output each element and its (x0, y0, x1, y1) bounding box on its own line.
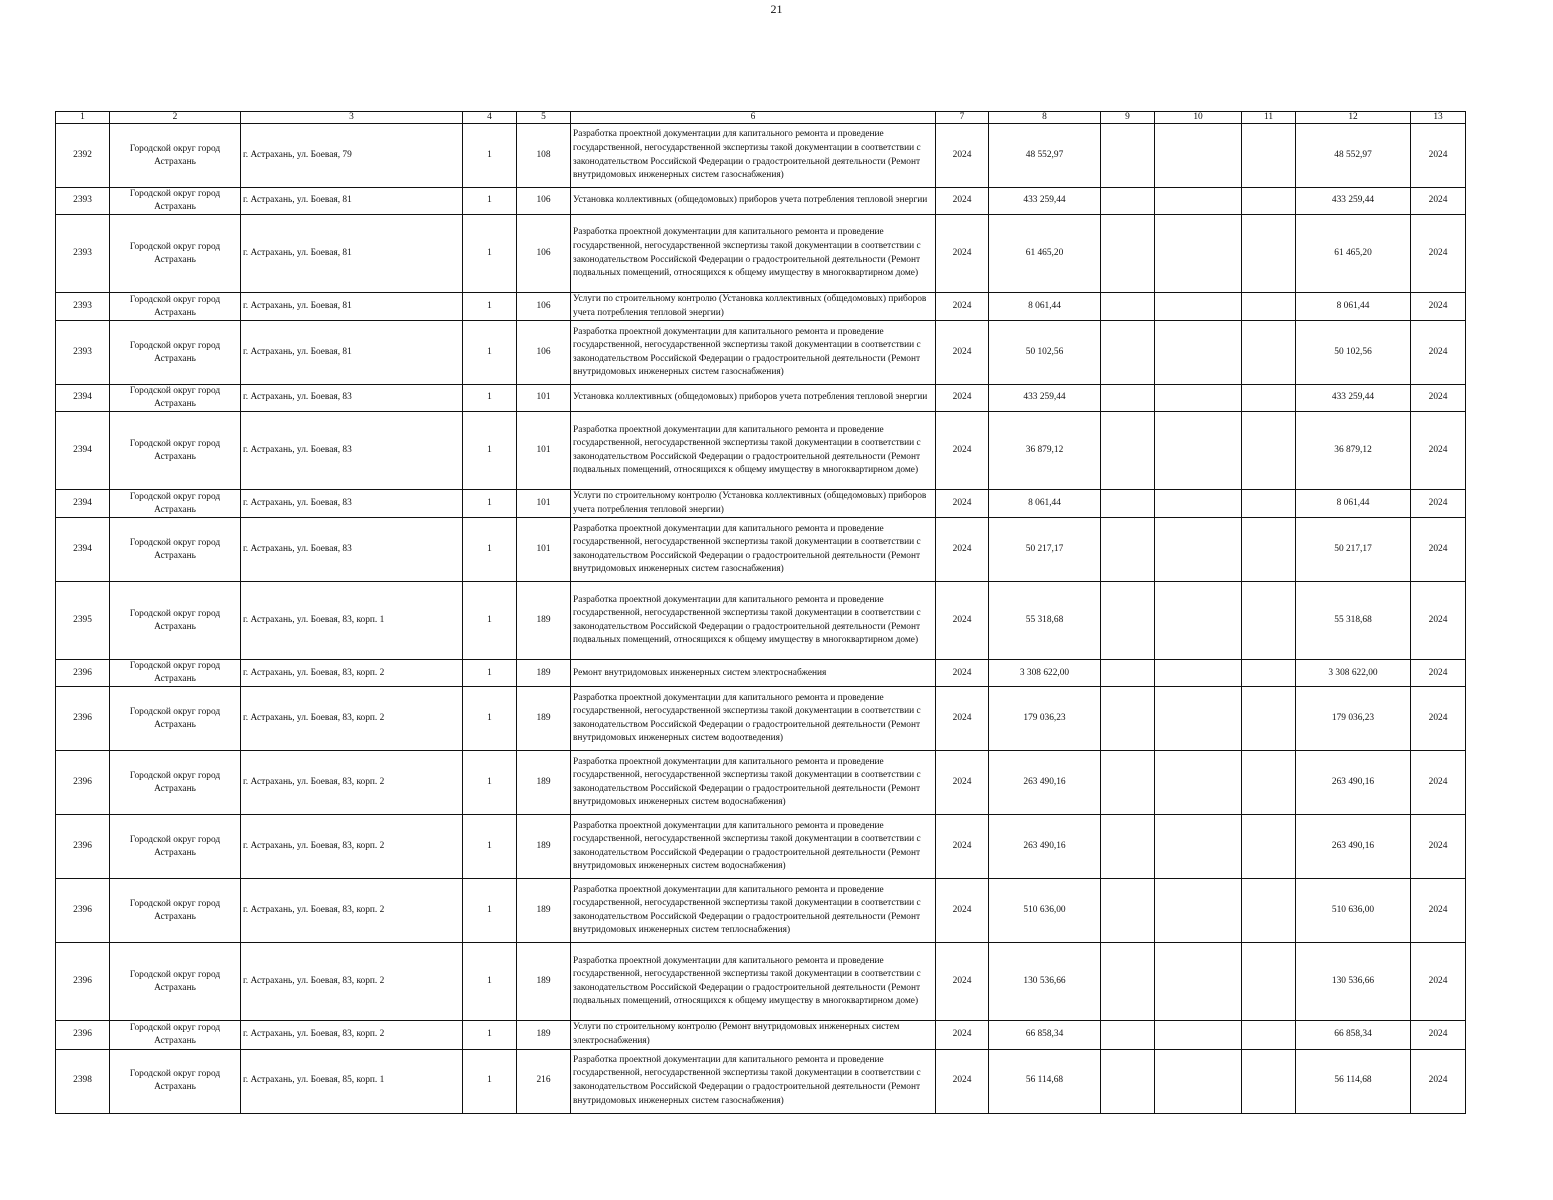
column-number: 2 (110, 112, 241, 124)
col9-cell (1101, 188, 1155, 215)
work-description-cell: Разработка проектной документации для капитального ремонта и проведение государственной, негосударственной экспертизы такой документации в соответствии с законодательством Российской Федерации о градостроительной деятельности (Ремонт внутридомовых инженерных систем водоотведения) (571, 687, 936, 751)
work-description-cell: Разработка проектной документации для капитального ремонта и проведение государственной, негосударственной экспертизы такой документации в соответствии с законодательством Российской Федерации о градостроительной деятельности (Ремонт внутридомовых инженерных систем газоснабжения) (571, 124, 936, 188)
table-row (56, 215, 1466, 293)
col9-cell (1101, 385, 1155, 412)
fund-amount-cell: 179 036,23 (1296, 687, 1411, 751)
col10-cell (1155, 490, 1242, 518)
table-row (56, 188, 1466, 215)
municipality-cell: Городской округ город Астрахань (110, 943, 241, 1021)
col9-cell (1101, 879, 1155, 943)
row-number-cell: 2392 (56, 124, 110, 188)
total-cost-cell: 48 552,97 (989, 124, 1101, 188)
col9-cell (1101, 1021, 1155, 1049)
code-cell: 106 (517, 293, 571, 321)
work-description-cell: Разработка проектной документации для капитального ремонта и проведение государственной, негосударственной экспертизы такой документации в соответствии с законодательством Российской Федерации о градостроительной деятельности (Ремонт внутридомовых инженерных систем газоснабжения) (571, 321, 936, 385)
col11-cell (1242, 751, 1296, 815)
fund-amount-cell: 130 536,66 (1296, 943, 1411, 1021)
code-cell: 101 (517, 490, 571, 518)
col11-cell (1242, 215, 1296, 293)
completion-year-cell: 2024 (1411, 879, 1466, 943)
column-number: 13 (1411, 112, 1466, 124)
total-cost-cell: 3 308 622,00 (989, 660, 1101, 687)
completion-year-cell: 2024 (1411, 124, 1466, 188)
count-cell: 1 (463, 751, 517, 815)
row-number-cell: 2396 (56, 943, 110, 1021)
completion-year-cell: 2024 (1411, 1021, 1466, 1049)
count-cell: 1 (463, 321, 517, 385)
col11-cell (1242, 1049, 1296, 1113)
col10-cell (1155, 215, 1242, 293)
row-number-cell: 2393 (56, 293, 110, 321)
year-cell: 2024 (936, 582, 989, 660)
work-description-cell: Разработка проектной документации для капитального ремонта и проведение государственной, негосударственной экспертизы такой документации в соответствии с законодательством Российской Федерации о градостроительной деятельности (Ремонт подвальных помещений, относящихся к общему имуществу в многоквартирном доме) (571, 943, 936, 1021)
table-row (56, 518, 1466, 582)
total-cost-cell: 510 636,00 (989, 879, 1101, 943)
work-description-cell: Разработка проектной документации для капитального ремонта и проведение государственной, негосударственной экспертизы такой документации в соответствии с законодательством Российской Федерации о градостроительной деятельности (Ремонт внутридомовых инженерных систем водоснабжения) (571, 751, 936, 815)
address-cell: г. Астрахань, ул. Боевая, 83, корп. 2 (241, 751, 463, 815)
count-cell: 1 (463, 1021, 517, 1049)
municipality-cell: Городской округ город Астрахань (110, 412, 241, 490)
code-cell: 106 (517, 321, 571, 385)
row-number-cell: 2393 (56, 188, 110, 215)
address-cell: г. Астрахань, ул. Боевая, 83 (241, 490, 463, 518)
completion-year-cell: 2024 (1411, 490, 1466, 518)
row-number-cell: 2395 (56, 582, 110, 660)
work-description-cell: Ремонт внутридомовых инженерных систем электроснабжения (571, 660, 936, 687)
fund-amount-cell: 433 259,44 (1296, 385, 1411, 412)
year-cell: 2024 (936, 385, 989, 412)
table-row (56, 321, 1466, 385)
fund-amount-cell: 66 858,34 (1296, 1021, 1411, 1049)
row-number-cell: 2393 (56, 321, 110, 385)
work-description-cell: Разработка проектной документации для капитального ремонта и проведение государственной, негосударственной экспертизы такой документации в соответствии с законодательством Российской Федерации о градостроительной деятельности (Ремонт внутридомовых инженерных систем водоснабжения) (571, 815, 936, 879)
fund-amount-cell: 48 552,97 (1296, 124, 1411, 188)
address-cell: г. Астрахань, ул. Боевая, 83 (241, 385, 463, 412)
col11-cell (1242, 815, 1296, 879)
col11-cell (1242, 124, 1296, 188)
count-cell: 1 (463, 215, 517, 293)
col9-cell (1101, 751, 1155, 815)
code-cell: 189 (517, 1021, 571, 1049)
col11-cell (1242, 188, 1296, 215)
municipality-cell: Городской округ город Астрахань (110, 215, 241, 293)
col10-cell (1155, 1021, 1242, 1049)
address-cell: г. Астрахань, ул. Боевая, 81 (241, 321, 463, 385)
col11-cell (1242, 879, 1296, 943)
col10-cell (1155, 293, 1242, 321)
col9-cell (1101, 687, 1155, 751)
count-cell: 1 (463, 943, 517, 1021)
completion-year-cell: 2024 (1411, 412, 1466, 490)
count-cell: 1 (463, 293, 517, 321)
page-number: 21 (770, 2, 783, 16)
year-cell: 2024 (936, 293, 989, 321)
table-row (56, 124, 1466, 188)
count-cell: 1 (463, 1049, 517, 1113)
address-cell: г. Астрахань, ул. Боевая, 83 (241, 412, 463, 490)
row-number-cell: 2396 (56, 687, 110, 751)
municipality-cell: Городской округ город Астрахань (110, 1021, 241, 1049)
col10-cell (1155, 124, 1242, 188)
row-number-cell: 2394 (56, 412, 110, 490)
work-description-cell: Услуги по строительному контролю (Установка коллективных (общедомовых) приборов учета потребления тепловой энергии) (571, 490, 936, 518)
col11-cell (1242, 660, 1296, 687)
fund-amount-cell: 56 114,68 (1296, 1049, 1411, 1113)
completion-year-cell: 2024 (1411, 1049, 1466, 1113)
completion-year-cell: 2024 (1411, 815, 1466, 879)
address-cell: г. Астрахань, ул. Боевая, 83, корп. 1 (241, 582, 463, 660)
row-number-cell: 2398 (56, 1049, 110, 1113)
address-cell: г. Астрахань, ул. Боевая, 83 (241, 518, 463, 582)
completion-year-cell: 2024 (1411, 188, 1466, 215)
row-number-cell: 2394 (56, 518, 110, 582)
fund-amount-cell: 55 318,68 (1296, 582, 1411, 660)
year-cell: 2024 (936, 1021, 989, 1049)
col10-cell (1155, 188, 1242, 215)
total-cost-cell: 36 879,12 (989, 412, 1101, 490)
table-row (56, 815, 1466, 879)
address-cell: г. Астрахань, ул. Боевая, 81 (241, 188, 463, 215)
table-row (56, 751, 1466, 815)
table-row (56, 660, 1466, 687)
column-number: 6 (571, 112, 936, 124)
col10-cell (1155, 385, 1242, 412)
col10-cell (1155, 321, 1242, 385)
col9-cell (1101, 1049, 1155, 1113)
total-cost-cell: 56 114,68 (989, 1049, 1101, 1113)
col9-cell (1101, 321, 1155, 385)
total-cost-cell: 179 036,23 (989, 687, 1101, 751)
col10-cell (1155, 751, 1242, 815)
col11-cell (1242, 385, 1296, 412)
municipality-cell: Городской округ город Астрахань (110, 815, 241, 879)
count-cell: 1 (463, 490, 517, 518)
table-row (56, 943, 1466, 1021)
col9-cell (1101, 412, 1155, 490)
column-number: 8 (989, 112, 1101, 124)
completion-year-cell: 2024 (1411, 385, 1466, 412)
count-cell: 1 (463, 687, 517, 751)
col9-cell (1101, 490, 1155, 518)
code-cell: 216 (517, 1049, 571, 1113)
fund-amount-cell: 3 308 622,00 (1296, 660, 1411, 687)
col10-cell (1155, 582, 1242, 660)
code-cell: 189 (517, 751, 571, 815)
count-cell: 1 (463, 412, 517, 490)
work-description-cell: Разработка проектной документации для капитального ремонта и проведение государственной, негосударственной экспертизы такой документации в соответствии с законодательством Российской Федерации о градостроительной деятельности (Ремонт подвальных помещений, относящихся к общему имуществу в многоквартирном доме) (571, 215, 936, 293)
code-cell: 101 (517, 412, 571, 490)
municipality-cell: Городской округ город Астрахань (110, 687, 241, 751)
count-cell: 1 (463, 188, 517, 215)
address-cell: г. Астрахань, ул. Боевая, 83, корп. 2 (241, 1021, 463, 1049)
address-cell: г. Астрахань, ул. Боевая, 79 (241, 124, 463, 188)
count-cell: 1 (463, 879, 517, 943)
completion-year-cell: 2024 (1411, 687, 1466, 751)
municipality-cell: Городской округ город Астрахань (110, 1049, 241, 1113)
total-cost-cell: 263 490,16 (989, 751, 1101, 815)
table-row (56, 412, 1466, 490)
column-number: 12 (1296, 112, 1411, 124)
fund-amount-cell: 50 217,17 (1296, 518, 1411, 582)
table-row (56, 582, 1466, 660)
municipality-cell: Городской округ город Астрахань (110, 518, 241, 582)
total-cost-cell: 50 102,56 (989, 321, 1101, 385)
col9-cell (1101, 215, 1155, 293)
address-cell: г. Астрахань, ул. Боевая, 83, корп. 2 (241, 815, 463, 879)
municipality-cell: Городской округ город Астрахань (110, 188, 241, 215)
municipality-cell: Городской округ город Астрахань (110, 490, 241, 518)
year-cell: 2024 (936, 687, 989, 751)
table-row (56, 385, 1466, 412)
table-row (56, 1021, 1466, 1049)
table-row (56, 879, 1466, 943)
address-cell: г. Астрахань, ул. Боевая, 83, корп. 2 (241, 687, 463, 751)
row-number-cell: 2396 (56, 879, 110, 943)
total-cost-cell: 8 061,44 (989, 293, 1101, 321)
row-number-cell: 2396 (56, 751, 110, 815)
col9-cell (1101, 943, 1155, 1021)
col11-cell (1242, 582, 1296, 660)
fund-amount-cell: 8 061,44 (1296, 293, 1411, 321)
row-number-cell: 2396 (56, 1021, 110, 1049)
completion-year-cell: 2024 (1411, 518, 1466, 582)
completion-year-cell: 2024 (1411, 293, 1466, 321)
year-cell: 2024 (936, 490, 989, 518)
fund-amount-cell: 8 061,44 (1296, 490, 1411, 518)
col9-cell (1101, 815, 1155, 879)
fund-amount-cell: 263 490,16 (1296, 815, 1411, 879)
year-cell: 2024 (936, 321, 989, 385)
year-cell: 2024 (936, 815, 989, 879)
year-cell: 2024 (936, 879, 989, 943)
code-cell: 189 (517, 687, 571, 751)
repair-program-table (55, 111, 1466, 1114)
total-cost-cell: 8 061,44 (989, 490, 1101, 518)
table-row (56, 490, 1466, 518)
table-row (56, 1049, 1466, 1113)
col9-cell (1101, 582, 1155, 660)
work-description-cell: Разработка проектной документации для капитального ремонта и проведение государственной, негосударственной экспертизы такой документации в соответствии с законодательством Российской Федерации о градостроительной деятельности (Ремонт внутридомовых инженерных систем теплоснабжения) (571, 879, 936, 943)
address-cell: г. Астрахань, ул. Боевая, 85, корп. 1 (241, 1049, 463, 1113)
work-description-cell: Разработка проектной документации для капитального ремонта и проведение государственной, негосударственной экспертизы такой документации в соответствии с законодательством Российской Федерации о градостроительной деятельности (Ремонт внутридомовых инженерных систем газоснабжения) (571, 518, 936, 582)
completion-year-cell: 2024 (1411, 660, 1466, 687)
col10-cell (1155, 518, 1242, 582)
col11-cell (1242, 518, 1296, 582)
column-number: 1 (56, 112, 110, 124)
year-cell: 2024 (936, 1049, 989, 1113)
column-number: 10 (1155, 112, 1242, 124)
municipality-cell: Городской округ город Астрахань (110, 293, 241, 321)
col10-cell (1155, 879, 1242, 943)
completion-year-cell: 2024 (1411, 751, 1466, 815)
total-cost-cell: 433 259,44 (989, 385, 1101, 412)
year-cell: 2024 (936, 660, 989, 687)
column-number: 7 (936, 112, 989, 124)
municipality-cell: Городской округ город Астрахань (110, 385, 241, 412)
col10-cell (1155, 687, 1242, 751)
count-cell: 1 (463, 124, 517, 188)
code-cell: 106 (517, 188, 571, 215)
table-body (56, 112, 1466, 1114)
municipality-cell: Городской округ город Астрахань (110, 124, 241, 188)
col9-cell (1101, 124, 1155, 188)
row-number-cell: 2396 (56, 815, 110, 879)
fund-amount-cell: 510 636,00 (1296, 879, 1411, 943)
address-cell: г. Астрахань, ул. Боевая, 81 (241, 293, 463, 321)
code-cell: 189 (517, 660, 571, 687)
col10-cell (1155, 660, 1242, 687)
year-cell: 2024 (936, 124, 989, 188)
col11-cell (1242, 293, 1296, 321)
work-description-cell: Разработка проектной документации для капитального ремонта и проведение государственной, негосударственной экспертизы такой документации в соответствии с законодательством Российской Федерации о градостроительной деятельности (Ремонт подвальных помещений, относящихся к общему имуществу в многоквартирном доме) (571, 412, 936, 490)
code-cell: 108 (517, 124, 571, 188)
code-cell: 189 (517, 815, 571, 879)
completion-year-cell: 2024 (1411, 215, 1466, 293)
column-number: 9 (1101, 112, 1155, 124)
code-cell: 189 (517, 582, 571, 660)
row-number-cell: 2394 (56, 490, 110, 518)
total-cost-cell: 55 318,68 (989, 582, 1101, 660)
total-cost-cell: 66 858,34 (989, 1021, 1101, 1049)
work-description-cell: Установка коллективных (общедомовых) приборов учета потребления тепловой энергии (571, 385, 936, 412)
col11-cell (1242, 687, 1296, 751)
year-cell: 2024 (936, 751, 989, 815)
municipality-cell: Городской округ город Астрахань (110, 660, 241, 687)
col9-cell (1101, 293, 1155, 321)
col11-cell (1242, 490, 1296, 518)
year-cell: 2024 (936, 215, 989, 293)
code-cell: 189 (517, 879, 571, 943)
code-cell: 189 (517, 943, 571, 1021)
total-cost-cell: 61 465,20 (989, 215, 1101, 293)
column-number: 4 (463, 112, 517, 124)
count-cell: 1 (463, 518, 517, 582)
work-description-cell: Разработка проектной документации для капитального ремонта и проведение государственной, негосударственной экспертизы такой документации в соответствии с законодательством Российской Федерации о градостроительной деятельности (Ремонт подвальных помещений, относящихся к общему имуществу в многоквартирном доме) (571, 582, 936, 660)
year-cell: 2024 (936, 188, 989, 215)
municipality-cell: Городской округ город Астрахань (110, 751, 241, 815)
work-description-cell: Услуги по строительному контролю (Ремонт внутридомовых инженерных систем электроснабжения) (571, 1021, 936, 1049)
municipality-cell: Городской округ город Астрахань (110, 879, 241, 943)
col10-cell (1155, 412, 1242, 490)
total-cost-cell: 263 490,16 (989, 815, 1101, 879)
table-row (56, 687, 1466, 751)
col10-cell (1155, 1049, 1242, 1113)
col9-cell (1101, 660, 1155, 687)
col11-cell (1242, 412, 1296, 490)
address-cell: г. Астрахань, ул. Боевая, 83, корп. 2 (241, 879, 463, 943)
work-description-cell: Услуги по строительному контролю (Установка коллективных (общедомовых) приборов учета потребления тепловой энергии) (571, 293, 936, 321)
row-number-cell: 2393 (56, 215, 110, 293)
work-description-cell: Установка коллективных (общедомовых) приборов учета потребления тепловой энергии (571, 188, 936, 215)
count-cell: 1 (463, 385, 517, 412)
address-cell: г. Астрахань, ул. Боевая, 83, корп. 2 (241, 943, 463, 1021)
fund-amount-cell: 61 465,20 (1296, 215, 1411, 293)
code-cell: 101 (517, 518, 571, 582)
col11-cell (1242, 943, 1296, 1021)
column-number: 11 (1242, 112, 1296, 124)
address-cell: г. Астрахань, ул. Боевая, 81 (241, 215, 463, 293)
row-number-cell: 2394 (56, 385, 110, 412)
col11-cell (1242, 1021, 1296, 1049)
column-number: 5 (517, 112, 571, 124)
column-number-row (56, 112, 1466, 124)
total-cost-cell: 130 536,66 (989, 943, 1101, 1021)
municipality-cell: Городской округ город Астрахань (110, 321, 241, 385)
total-cost-cell: 433 259,44 (989, 188, 1101, 215)
fund-amount-cell: 263 490,16 (1296, 751, 1411, 815)
municipality-cell: Городской округ город Астрахань (110, 582, 241, 660)
table-row (56, 293, 1466, 321)
count-cell: 1 (463, 582, 517, 660)
total-cost-cell: 50 217,17 (989, 518, 1101, 582)
completion-year-cell: 2024 (1411, 321, 1466, 385)
code-cell: 101 (517, 385, 571, 412)
code-cell: 106 (517, 215, 571, 293)
fund-amount-cell: 36 879,12 (1296, 412, 1411, 490)
col11-cell (1242, 321, 1296, 385)
year-cell: 2024 (936, 412, 989, 490)
row-number-cell: 2396 (56, 660, 110, 687)
year-cell: 2024 (936, 518, 989, 582)
col10-cell (1155, 943, 1242, 1021)
count-cell: 1 (463, 660, 517, 687)
address-cell: г. Астрахань, ул. Боевая, 83, корп. 2 (241, 660, 463, 687)
fund-amount-cell: 433 259,44 (1296, 188, 1411, 215)
col10-cell (1155, 815, 1242, 879)
completion-year-cell: 2024 (1411, 943, 1466, 1021)
column-number: 3 (241, 112, 463, 124)
col9-cell (1101, 518, 1155, 582)
completion-year-cell: 2024 (1411, 582, 1466, 660)
work-description-cell: Разработка проектной документации для капитального ремонта и проведение государственной, негосударственной экспертизы такой документации в соответствии с законодательством Российской Федерации о градостроительной деятельности (Ремонт внутридомовых инженерных систем газоснабжения) (571, 1049, 936, 1113)
count-cell: 1 (463, 815, 517, 879)
year-cell: 2024 (936, 943, 989, 1021)
fund-amount-cell: 50 102,56 (1296, 321, 1411, 385)
